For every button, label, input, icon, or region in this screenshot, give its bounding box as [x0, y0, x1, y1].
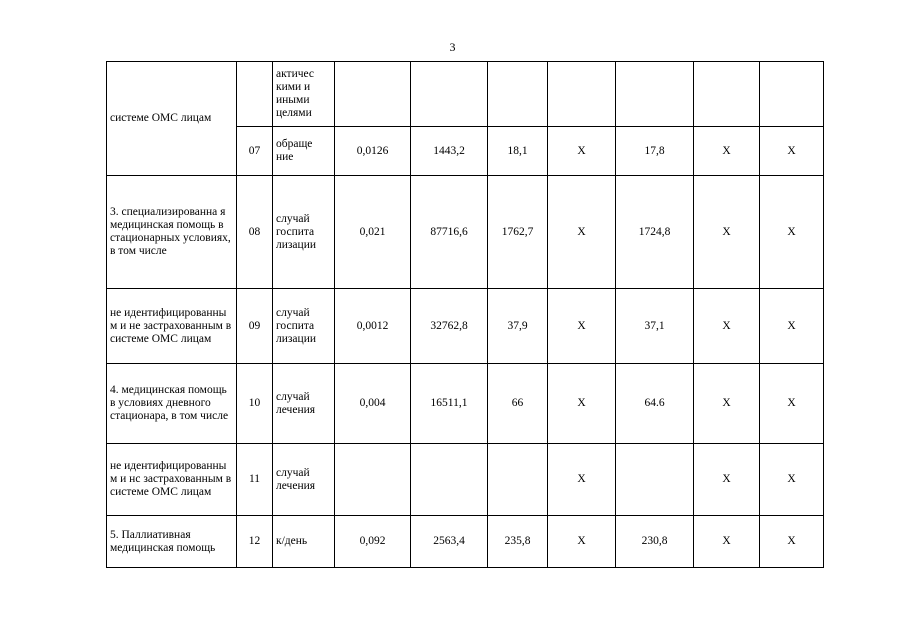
x-cell: X — [760, 516, 824, 568]
x-cell: X — [548, 364, 616, 444]
cost-cell: 87716,6 — [411, 176, 488, 289]
x-cell: X — [760, 176, 824, 289]
line-number: 12 — [237, 516, 273, 568]
unit-cell: случай лечения — [273, 444, 335, 516]
norm-cell: 0,021 — [335, 176, 411, 289]
line-number: 07 — [237, 127, 273, 176]
omc-cell: 17,8 — [616, 127, 694, 176]
x-cell — [760, 62, 824, 127]
x-cell: X — [548, 127, 616, 176]
table-row — [107, 62, 824, 127]
line-number: 08 — [237, 176, 273, 289]
total-cell — [488, 62, 548, 127]
x-cell: X — [694, 127, 760, 176]
x-cell: X — [694, 176, 760, 289]
x-cell: X — [694, 516, 760, 568]
x-cell — [694, 62, 760, 127]
cost-cell — [411, 444, 488, 516]
unit-cell: к/день — [273, 516, 335, 568]
omc-cell: 230,8 — [616, 516, 694, 568]
norm-cell — [335, 444, 411, 516]
table-row — [107, 289, 824, 364]
line-number: 10 — [237, 364, 273, 444]
row-name: не идентифицированны м и не застрахованным в системе ОМС лицам — [107, 289, 237, 364]
table-row — [107, 444, 824, 516]
total-cell: 235,8 — [488, 516, 548, 568]
omc-cell: 37,1 — [616, 289, 694, 364]
cost-cell: 2563,4 — [411, 516, 488, 568]
cost-cell — [411, 62, 488, 127]
x-cell: X — [694, 289, 760, 364]
total-cell — [488, 444, 548, 516]
x-cell: X — [760, 444, 824, 516]
norm-cell: 0,004 — [335, 364, 411, 444]
x-cell — [548, 62, 616, 127]
x-cell: X — [760, 289, 824, 364]
unit-cell: случай госпита лизации — [273, 289, 335, 364]
x-cell: X — [760, 127, 824, 176]
line-number: 09 — [237, 289, 273, 364]
total-cell: 66 — [488, 364, 548, 444]
omc-cell — [616, 62, 694, 127]
table-row — [107, 516, 824, 568]
line-number: 11 — [237, 444, 273, 516]
x-cell: X — [548, 289, 616, 364]
x-cell: X — [694, 364, 760, 444]
row-name: 4. медицинская помощь в условиях дневного стационара, в том числе — [107, 364, 237, 444]
row-name: 5. Паллиативная медицинская помощь — [107, 516, 237, 568]
norm-cell: 0,0012 — [335, 289, 411, 364]
row-name: системе ОМС лицам — [107, 62, 237, 176]
norm-cell: 0,0126 — [335, 127, 411, 176]
data-table — [106, 61, 824, 568]
cost-cell: 16511,1 — [411, 364, 488, 444]
total-cell: 1762,7 — [488, 176, 548, 289]
line-number — [237, 62, 273, 127]
norm-cell: 0,092 — [335, 516, 411, 568]
omc-cell: 1724,8 — [616, 176, 694, 289]
x-cell: X — [548, 176, 616, 289]
unit-cell: случай лечения — [273, 364, 335, 444]
x-cell: X — [760, 364, 824, 444]
unit-cell: случай госпита лизации — [273, 176, 335, 289]
total-cell: 18,1 — [488, 127, 548, 176]
cost-cell: 1443,2 — [411, 127, 488, 176]
unit-cell: обраще ние — [273, 127, 335, 176]
x-cell: X — [548, 516, 616, 568]
x-cell: X — [548, 444, 616, 516]
row-name: не идентифицированны м и нс застрахованным в системе ОМС лицам — [107, 444, 237, 516]
table-row — [107, 176, 824, 289]
omc-cell: 64.6 — [616, 364, 694, 444]
row-name: 3. специализированна я медицинская помощь в стационарных условиях, в том числе — [107, 176, 237, 289]
total-cell: 37,9 — [488, 289, 548, 364]
omc-cell — [616, 444, 694, 516]
x-cell: X — [694, 444, 760, 516]
norm-cell — [335, 62, 411, 127]
cost-cell: 32762,8 — [411, 289, 488, 364]
table-row — [107, 364, 824, 444]
unit-cell: актичес кими и иными целями — [273, 62, 335, 127]
page-number: 3 — [449, 40, 456, 54]
